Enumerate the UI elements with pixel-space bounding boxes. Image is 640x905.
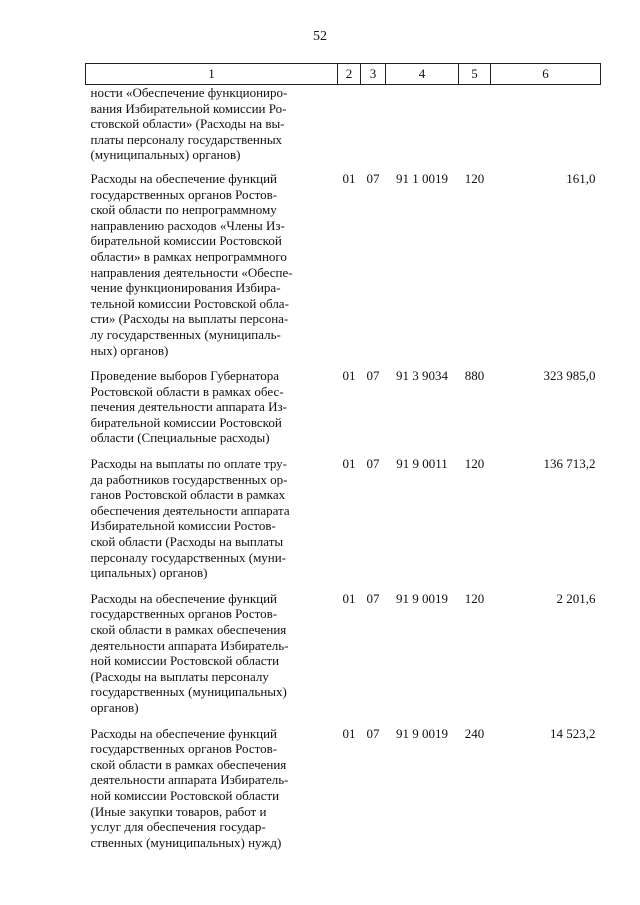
row-rz: 01 — [342, 368, 356, 384]
row-description — [86, 726, 338, 861]
description-line: чение функционирования Избира- — [90, 280, 281, 296]
table-row — [86, 171, 601, 368]
description-line: Расходы на выплаты по оплате тру- — [90, 456, 288, 472]
description-line: сти» (Расходы на выплаты персона- — [90, 311, 289, 327]
row-vr: 120 — [464, 590, 485, 606]
table-row-continuation — [86, 85, 601, 171]
row-pr: 07 — [366, 590, 380, 606]
row-vr: 240 — [464, 725, 485, 741]
row-pr: 07 — [366, 725, 380, 741]
description-line: направления деятельности «Обеспе- — [90, 264, 293, 280]
row-rz: 01 — [342, 170, 356, 186]
row-pr: 07 — [366, 368, 380, 384]
description-line: печения деятельности аппарата Из- — [90, 399, 287, 415]
row-description — [86, 591, 338, 726]
description-line: ганов Ростовской области в рамках — [90, 487, 286, 503]
description-line: ности «Обеспечение функциониро- — [90, 85, 288, 100]
header-col-5: 5 — [459, 64, 491, 85]
description-line: деятельности аппарата Избиратель- — [90, 637, 289, 653]
page-number: 52 — [313, 29, 327, 44]
description-line: ской области в рамках обеспечения — [90, 622, 287, 637]
description-line: (Расходы на выплаты персоналу — [90, 668, 269, 684]
table-header — [86, 64, 601, 85]
header-col-6: 6 — [491, 64, 601, 85]
description-line: Расходы на обеспечение функций — [90, 590, 278, 606]
row-amount: 136 713,2 — [543, 456, 596, 472]
table-row — [86, 591, 601, 726]
description-line: Расходы на обеспечение функций — [90, 170, 278, 186]
description-line: персоналу государственных (муни- — [90, 549, 287, 565]
description-line: государственных органов Ростов- — [90, 606, 278, 622]
description-line: государственных (муниципальных) — [90, 684, 287, 700]
row-amount: 323 985,0 — [543, 368, 596, 384]
description-line: направлению расходов «Члены Из- — [90, 217, 285, 233]
description-line: ской области (Расходы на выплаты — [90, 534, 284, 550]
description-line: государственных органов Ростов- — [90, 186, 278, 202]
description-line: (Иные закупки товаров, работ и — [90, 803, 267, 819]
description-line: Ростовской области в рамках обес- — [90, 383, 284, 399]
description-line: ственных (муниципальных) нужд) — [90, 834, 282, 850]
row-csr: 91 1 0019 — [396, 170, 448, 186]
description-line: вания Избирательной комиссии Ро- — [90, 100, 287, 116]
description-line: ной комиссии Ростовской области — [90, 787, 280, 803]
description-line: платы персоналу государственных — [90, 131, 283, 147]
description-line: органов) — [90, 699, 139, 715]
row-pr: 07 — [366, 170, 380, 186]
table-body — [86, 85, 601, 861]
description-line: области (Специальные расходы) — [90, 430, 270, 446]
row-pr: 07 — [366, 456, 380, 472]
description-line: ной комиссии Ростовской области — [90, 653, 280, 669]
row-amount: 2 201,6 — [556, 590, 596, 606]
description-line: тельной комиссии Ростовской обла- — [90, 295, 289, 311]
row-description — [86, 456, 338, 591]
row-vr: 880 — [464, 368, 485, 384]
header-col-1: 1 — [86, 64, 338, 85]
description-line: Избирательной комиссии Ростов- — [90, 518, 276, 534]
table-row — [86, 726, 601, 861]
row-pr — [361, 85, 386, 171]
row-amount — [491, 85, 601, 171]
row-vr: 120 — [464, 456, 485, 472]
row-description — [86, 171, 338, 368]
row-csr: 91 3 9034 — [396, 368, 448, 384]
row-csr: 91 9 0019 — [396, 725, 448, 741]
header-col-2: 2 — [338, 64, 361, 85]
description-line: бирательной комиссии Ростовской — [90, 414, 282, 430]
description-line: (муниципальных) органов) — [90, 147, 241, 163]
description-line: Проведение выборов Губернатора — [90, 368, 279, 384]
row-description — [86, 85, 338, 171]
description-line: услуг для обеспечения государ- — [90, 819, 266, 835]
description-line: деятельности аппарата Избиратель- — [90, 772, 289, 788]
row-vr: 120 — [464, 170, 485, 186]
row-rz — [338, 85, 361, 171]
description-line: стовской области» (Расходы на вы- — [90, 116, 285, 132]
description-line: ской области по непрограммному — [90, 202, 277, 218]
description-line: государственных органов Ростов- — [90, 741, 278, 757]
description-line: ской области в рамках обеспечения — [90, 756, 287, 772]
description-line: Расходы на обеспечение функций — [90, 725, 278, 741]
description-line: бирательной комиссии Ростовской — [90, 233, 282, 249]
description-line: ных) органов) — [90, 342, 169, 358]
header-row — [86, 64, 601, 85]
description-line: лу государственных (муниципаль- — [90, 326, 281, 342]
description-line: да работников государственных ор- — [90, 471, 288, 487]
row-amount: 14 523,2 — [550, 725, 596, 741]
row-amount: 161,0 — [566, 170, 596, 186]
description-line: области» в рамках непрограммного — [90, 248, 287, 264]
table-row — [86, 456, 601, 591]
row-csr: 91 9 0019 — [396, 590, 448, 606]
description-line: обеспечения деятельности аппарата — [90, 502, 290, 518]
row-rz: 01 — [342, 456, 356, 472]
row-csr: 91 9 0011 — [396, 456, 448, 472]
header-col-4: 4 — [386, 64, 459, 85]
row-vr — [459, 85, 491, 171]
row-rz: 01 — [342, 725, 356, 741]
header-col-3: 3 — [361, 64, 386, 85]
row-rz: 01 — [342, 590, 356, 606]
row-csr — [386, 85, 459, 171]
budget-table — [85, 63, 601, 860]
row-description — [86, 368, 338, 456]
description-line: ципальных) органов) — [90, 565, 208, 581]
table-row — [86, 368, 601, 456]
